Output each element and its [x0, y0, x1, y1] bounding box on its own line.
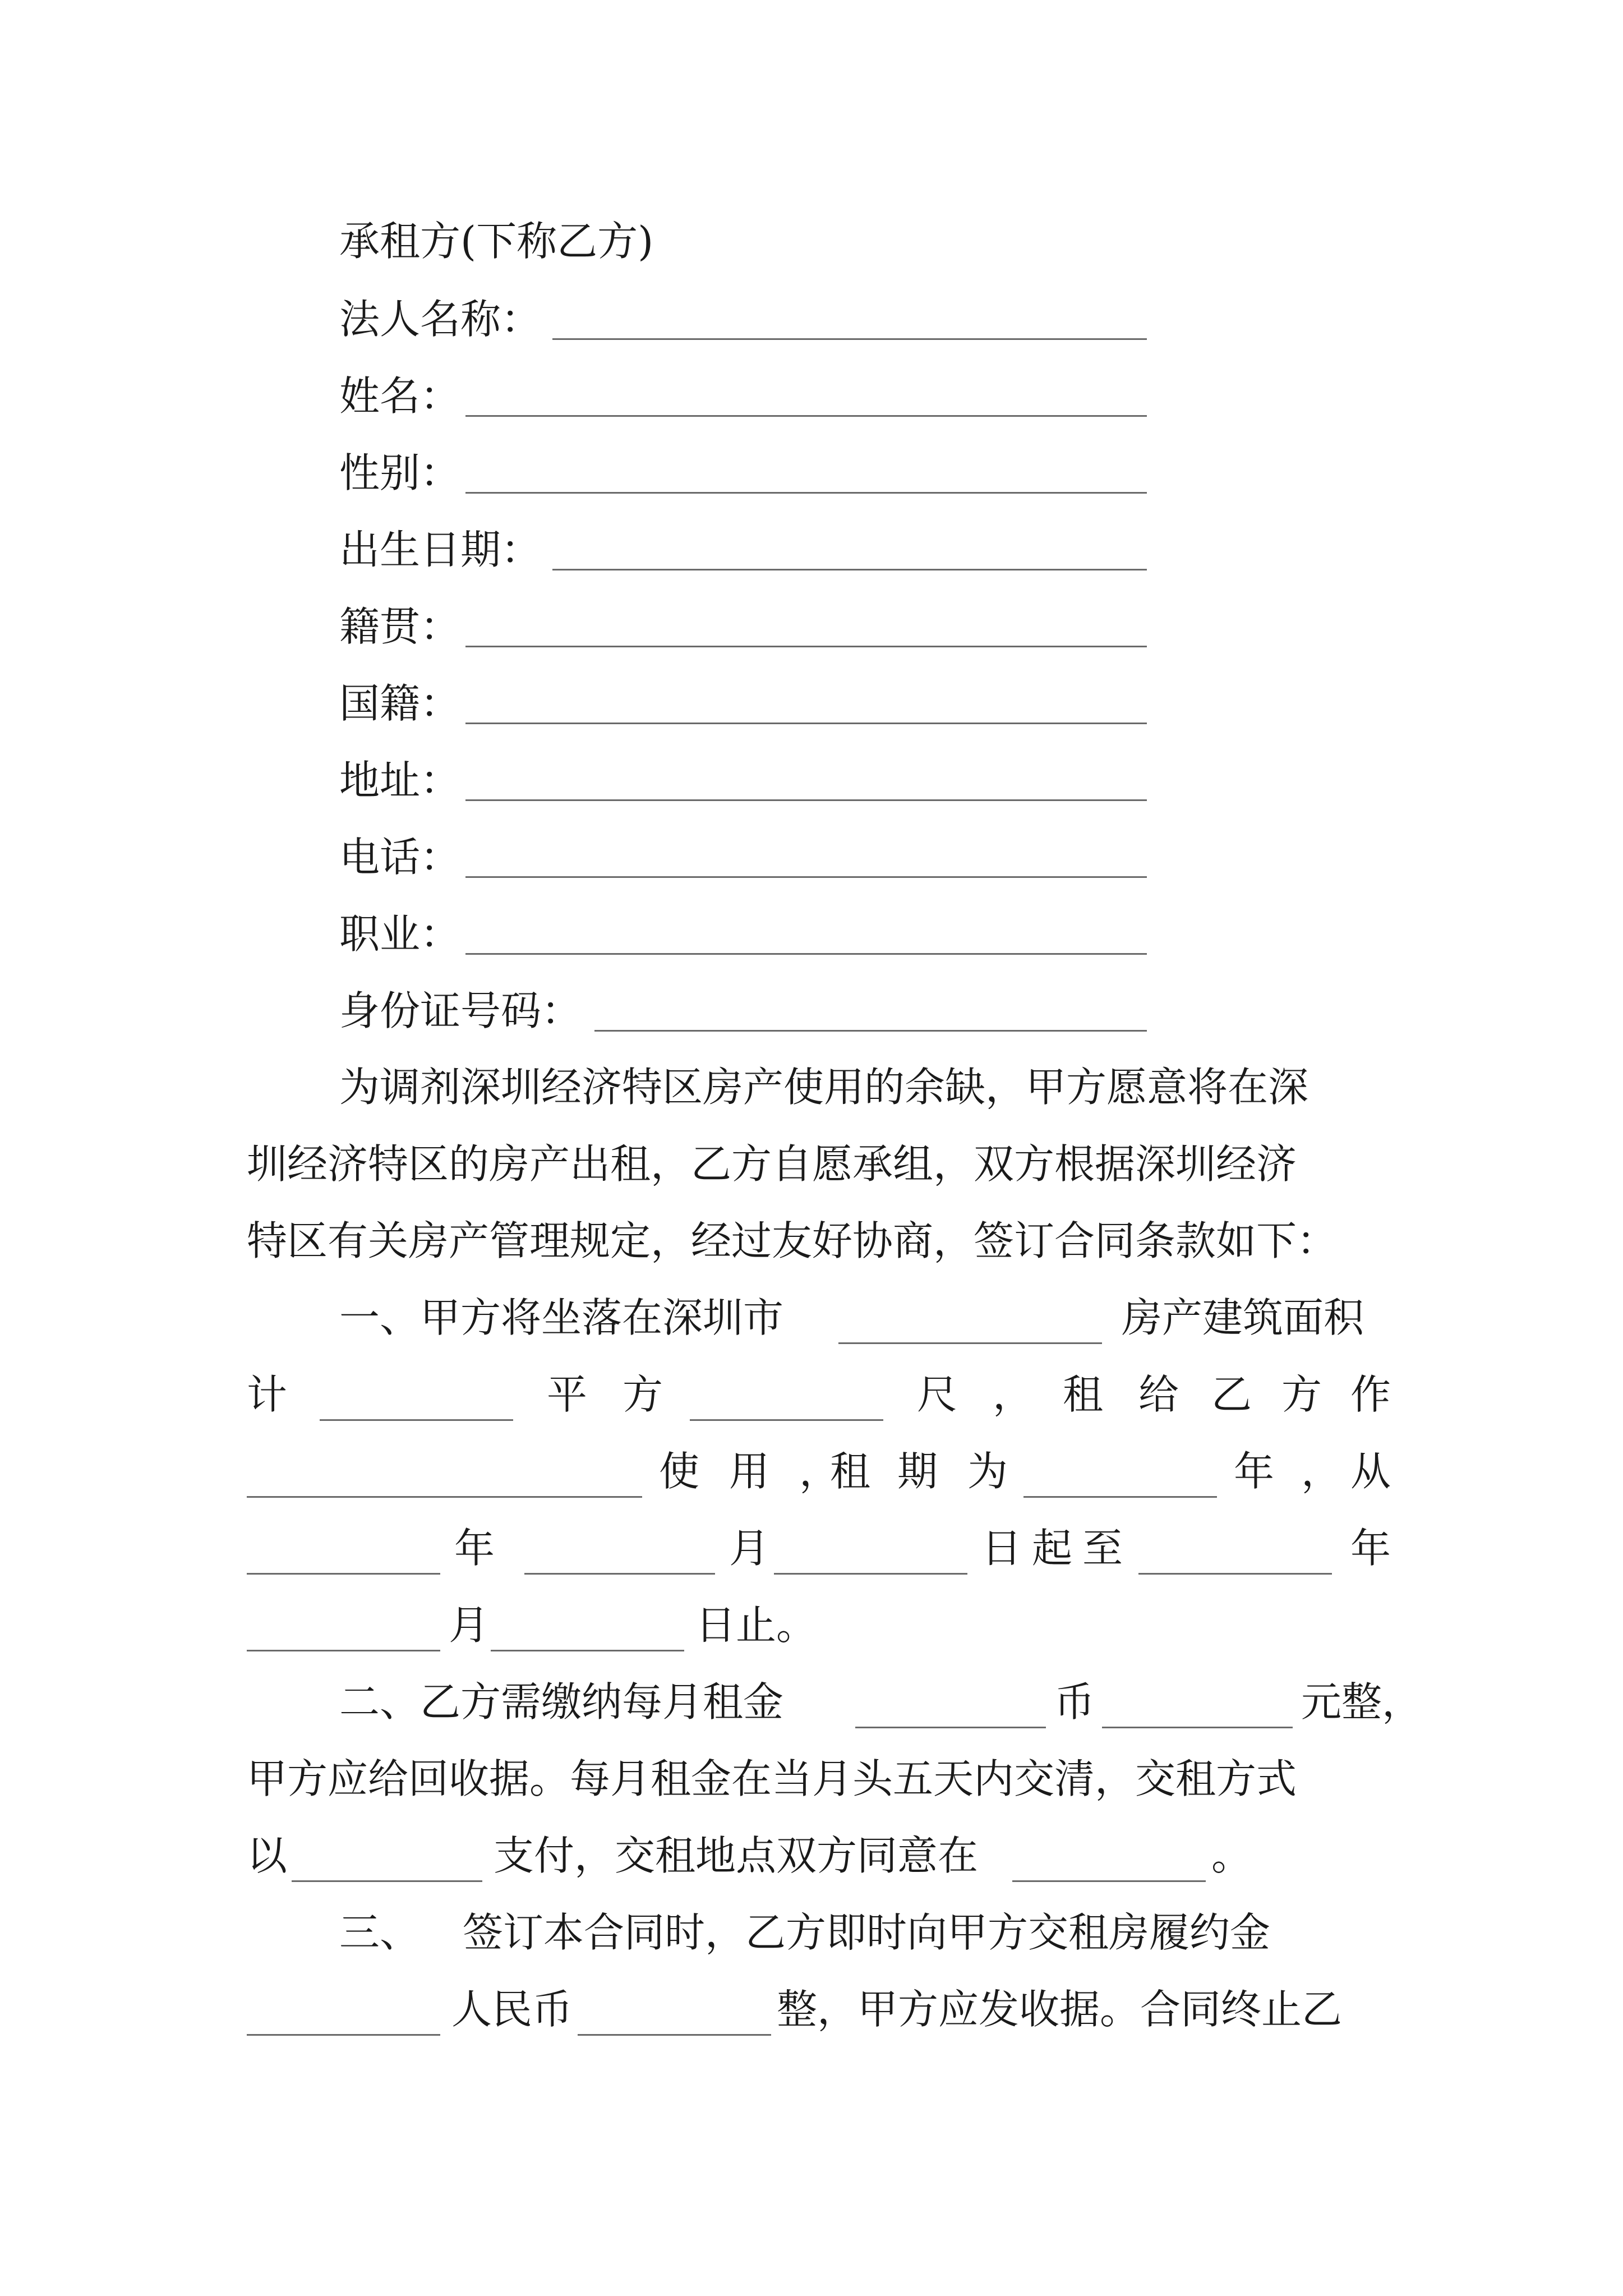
text: 日止。 [695, 1602, 817, 1649]
text: 特区有关房产管理规定，经过友好协商，签订合同条款如下： [247, 1217, 1338, 1264]
text: 乙 [1211, 1371, 1252, 1418]
blank-line [524, 1573, 715, 1575]
text: 甲方应给回收据。每月租金在当月头五天内交清，交租方式 [247, 1755, 1297, 1802]
text-line [247, 1053, 1391, 1121]
field-address [339, 752, 1147, 808]
blank-line [320, 1419, 513, 1421]
text: 币 [1054, 1678, 1095, 1726]
field-label: 身份证号码： [339, 987, 582, 1034]
tenant-header-text: 承租方(下称乙方) [339, 218, 654, 265]
blank-line [838, 1342, 1102, 1344]
text: 为 [967, 1448, 1008, 1495]
blank-line [1012, 1880, 1206, 1882]
field-label: 出生日期： [339, 526, 542, 573]
text: 方 [623, 1371, 663, 1418]
blank-line [552, 338, 1147, 340]
text: 二、乙方需缴纳每月租金 [339, 1678, 784, 1726]
text: 起 [1032, 1525, 1073, 1572]
field-label: 姓名： [339, 372, 461, 420]
field-label: 国籍： [339, 680, 461, 727]
text: 年 [1350, 1525, 1391, 1572]
blank-line [465, 646, 1147, 647]
field-label: 籍贯： [339, 603, 461, 650]
text: 月 [449, 1602, 490, 1649]
text: 期 [897, 1448, 938, 1495]
text: 至 [1082, 1525, 1123, 1572]
text: 给 [1138, 1371, 1179, 1418]
blank-line [247, 2034, 440, 2036]
blank-line [774, 1573, 967, 1575]
blank-line [465, 492, 1147, 494]
text-line [247, 1591, 1391, 1659]
field-label: 职业： [339, 910, 461, 958]
text: 作 [1350, 1371, 1391, 1418]
text-line [247, 1976, 1391, 2043]
text-line [247, 1284, 1391, 1351]
text: ， [993, 1371, 1034, 1418]
text: 为调剂深圳经济特区房产使用的余缺，甲方愿意将在深 [339, 1064, 1309, 1111]
text: 年 [454, 1525, 495, 1572]
blank-line [247, 1573, 440, 1575]
text: 方 [1281, 1371, 1322, 1418]
text: 支付，交租地点双方同意在 [494, 1832, 979, 1879]
text: 租 [830, 1448, 871, 1495]
text: 用 [729, 1448, 770, 1495]
text-line [247, 1361, 1391, 1428]
text: 租 [1063, 1371, 1104, 1418]
field-label: 性别： [339, 449, 461, 496]
field-birth-date [339, 522, 1147, 578]
blank-line [552, 569, 1147, 570]
blank-line [491, 1650, 684, 1651]
field-phone [339, 829, 1147, 885]
field-label: 地址： [339, 757, 461, 804]
text: 年 [1234, 1448, 1275, 1495]
field-nationality [339, 675, 1147, 731]
text-line [247, 1515, 1391, 1582]
text-line [247, 1438, 1391, 1505]
field-native-place [339, 599, 1147, 655]
text: 一、甲方将坐落在深圳市 [339, 1294, 784, 1341]
text: 。 [1211, 1832, 1252, 1879]
text: 整，甲方应发收据。合同终止乙 [777, 1986, 1343, 2033]
field-name [339, 368, 1147, 424]
text-line [247, 1668, 1423, 1736]
blank-line [690, 1419, 883, 1421]
text: 使 [659, 1448, 700, 1495]
blank-line [855, 1727, 1046, 1728]
field-label: 法人名称： [339, 296, 542, 343]
blank-line [1102, 1727, 1293, 1728]
field-legal-name [339, 291, 1147, 347]
blank-line [465, 415, 1147, 417]
text: 签订本合同时，乙方即时向甲方交租房履约金 [463, 1909, 1271, 1956]
blank-line [465, 723, 1147, 724]
blank-line [1138, 1573, 1332, 1575]
text: 从 [1350, 1448, 1391, 1495]
blank-line [465, 799, 1147, 801]
text: 计 [247, 1371, 288, 1418]
text: 元整， [1301, 1678, 1423, 1726]
field-occupation [339, 906, 1147, 962]
text: 房产建筑面积 [1122, 1294, 1364, 1341]
field-label: 电话： [339, 834, 461, 881]
blank-line [1023, 1496, 1217, 1498]
blank-line [247, 1496, 642, 1498]
text: 平 [547, 1371, 588, 1418]
field-id-number [339, 983, 1147, 1039]
text: 圳经济特区的房产出租，乙方自愿承组，双方根据深圳经济 [247, 1140, 1297, 1188]
text: 尺 [917, 1371, 958, 1418]
blank-line [578, 2034, 771, 2036]
text: ， [1301, 1448, 1342, 1495]
text: 人民币 [451, 1986, 573, 2033]
text-line [247, 1899, 1391, 1966]
tenant-header [339, 213, 1181, 269]
text: 以 [247, 1832, 288, 1879]
field-gender [339, 445, 1147, 501]
text: ， [799, 1448, 840, 1495]
blank-line [594, 1030, 1147, 1032]
blank-line [247, 1650, 440, 1651]
text: 三、 [339, 1909, 421, 1956]
text: 月 [729, 1525, 770, 1572]
text: 日 [981, 1525, 1022, 1572]
text-line [247, 1822, 1391, 1889]
blank-line [465, 953, 1147, 955]
text-line [247, 1745, 1391, 1812]
blank-line [465, 876, 1147, 878]
blank-line [292, 1880, 482, 1882]
text-line [247, 1207, 1391, 1274]
text-line [247, 1130, 1391, 1198]
